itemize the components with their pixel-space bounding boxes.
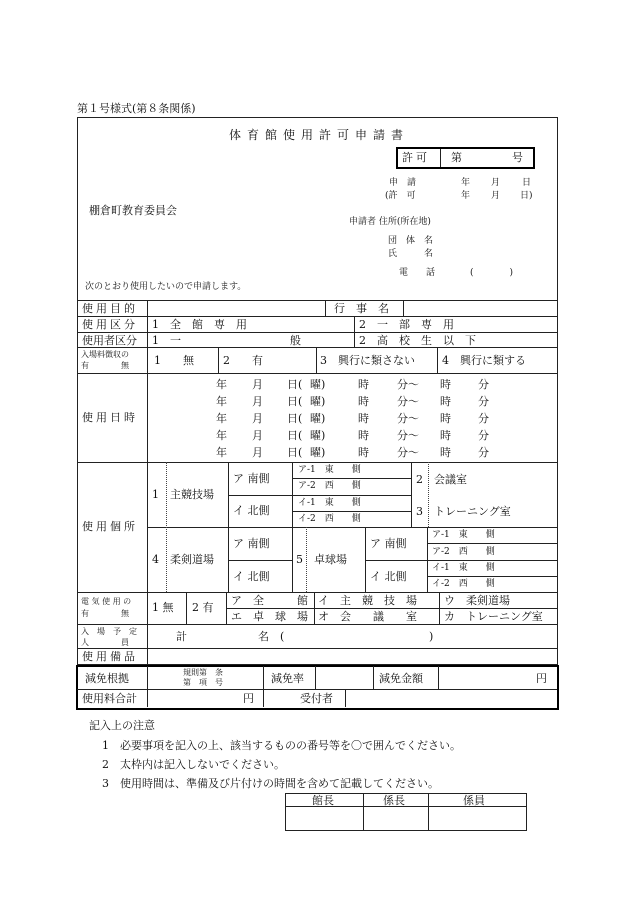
dt-hour2: 時 <box>440 412 451 425</box>
elec-a[interactable]: ア 全 館 <box>231 594 308 607</box>
place-training-room[interactable]: 3 トレーニング室 <box>416 505 511 518</box>
fee-option-1[interactable]: 1 無 <box>154 354 194 367</box>
place-i1[interactable]: イ-1 東 側 <box>298 498 361 508</box>
user-class-option-1-tail: 般 <box>290 334 301 347</box>
attendance-label-line1: 入 場 予 定 <box>81 627 137 636</box>
exempt-rate-label: 減免率 <box>271 672 304 685</box>
purpose-field[interactable] <box>150 302 322 314</box>
note-item-2: 2 太枠内は記入しないでください。 <box>102 758 285 771</box>
dt-day: 日( <box>287 378 303 391</box>
equipment-label: 使用備品 <box>82 650 138 663</box>
dt-dow: 曜) <box>310 446 326 459</box>
dt-min2: 分 <box>478 378 489 391</box>
dt-hour: 時 <box>358 429 369 442</box>
apply-day: 日 <box>522 178 532 188</box>
equipment-field[interactable] <box>150 650 554 662</box>
attendance-name-label: 名 ( <box>258 630 285 643</box>
place-meeting-room[interactable]: 2 会議室 <box>416 473 467 486</box>
place-tt-north[interactable]: イ 北側 <box>370 570 407 583</box>
total-fee-label: 使用料合計 <box>82 692 137 705</box>
permit-date-label: (許 可 <box>385 191 416 201</box>
intro-text: 次のとおり使用したいので申請します。 <box>85 282 247 292</box>
purpose-label: 使用目的 <box>82 302 138 315</box>
exempt-basis-label: 減免根拠 <box>85 672 129 685</box>
dt-hour: 時 <box>358 378 369 391</box>
dt-dow: 曜) <box>310 378 326 391</box>
dt-month: 月 <box>252 378 263 391</box>
dt-min2: 分 <box>478 429 489 442</box>
user-class-option-1[interactable]: 1 一 <box>152 334 181 347</box>
form-title: 体育館使用許可申請書 <box>229 128 410 142</box>
dt-hour2: 時 <box>440 378 451 391</box>
attendance-total-label: 計 <box>176 630 187 643</box>
dt-hour2: 時 <box>440 446 451 459</box>
place-main-south[interactable]: ア 南側 <box>233 472 270 485</box>
event-name-label: 行 事 名 <box>334 302 389 315</box>
division-option-1[interactable]: 1 全 館 専 用 <box>152 318 247 331</box>
elec-label-line2: 有 無 <box>81 609 129 618</box>
form-number: 第１号様式(第８条関係) <box>77 102 196 115</box>
attendance-close-paren: ) <box>429 630 434 643</box>
dt-min2: 分 <box>478 446 489 459</box>
dt-day: 日( <box>287 395 303 408</box>
place-a2[interactable]: ア-2 西 側 <box>298 481 361 491</box>
exempt-amount-yen: 円 <box>536 672 547 685</box>
dt-month: 月 <box>252 429 263 442</box>
dt-hour: 時 <box>358 412 369 425</box>
permit-day: 日) <box>520 191 533 201</box>
apply-month: 月 <box>491 178 501 188</box>
dt-min: 分～ <box>397 412 419 425</box>
place-main-north[interactable]: イ 北側 <box>233 504 270 517</box>
note-item-1: 1 必要事項を記入の上、該当するものの番号等を〇で囲んでください。 <box>102 739 461 752</box>
total-fee-yen: 円 <box>243 692 254 705</box>
fee-option-3[interactable]: 3 興行に類さない <box>320 354 415 367</box>
datetime-label: 使用日時 <box>82 411 138 424</box>
fee-label-line2: 有 無 <box>81 361 129 370</box>
dt-hour2: 時 <box>440 395 451 408</box>
place-judo-hall[interactable]: 4 柔剣道場 <box>152 553 214 566</box>
place-judo-south[interactable]: ア 南側 <box>233 537 270 550</box>
group-name-label: 団 体 名 <box>388 236 434 246</box>
event-name-field[interactable] <box>406 302 554 314</box>
dt-year: 年 <box>216 412 227 425</box>
dt-year: 年 <box>216 446 227 459</box>
dt-dow: 曜) <box>310 395 326 408</box>
dt-hour: 時 <box>358 395 369 408</box>
elec-o[interactable]: オ 会 議 室 <box>318 610 417 623</box>
place-label: 使用個所 <box>82 520 138 533</box>
elec-label-line1: 電 気 使 用 の <box>81 597 132 606</box>
place-a1[interactable]: ア-1 東 側 <box>298 465 361 475</box>
exempt-rule-line2: 第 項 号 <box>183 678 223 687</box>
notes-heading: 記入上の注意 <box>89 719 155 732</box>
division-option-2[interactable]: 2 一 部 専 用 <box>359 318 454 331</box>
dt-day: 日( <box>287 429 303 442</box>
recipient: 棚倉町教育委員会 <box>89 204 177 217</box>
place-tt-south[interactable]: ア 南側 <box>370 537 407 550</box>
fee-option-4[interactable]: 4 興行に類する <box>442 354 526 367</box>
dt-min: 分～ <box>397 395 419 408</box>
dt-year: 年 <box>216 395 227 408</box>
exempt-rule-line1: 規則第 条 <box>183 668 223 677</box>
dt-month: 月 <box>252 412 263 425</box>
dt-year: 年 <box>216 378 227 391</box>
elec-e[interactable]: エ 卓 球 場 <box>231 610 308 623</box>
dt-day: 日( <box>287 412 303 425</box>
exempt-amount-label: 減免金額 <box>379 672 423 685</box>
applicant-name-label: 氏 名 <box>388 249 434 259</box>
dt-min: 分～ <box>397 429 419 442</box>
fee-label-line1: 入場料徴収の <box>81 350 129 359</box>
stamp-staff: 係員 <box>463 794 485 807</box>
user-class-option-2[interactable]: 2 高 校 生 以 下 <box>359 334 476 347</box>
division-label: 使用区分 <box>82 318 138 331</box>
fee-option-2[interactable]: 2 有 <box>223 354 263 367</box>
elec-option-no[interactable]: 1 無 <box>152 601 174 614</box>
stamp-chief: 係長 <box>383 794 405 807</box>
dt-min: 分～ <box>397 446 419 459</box>
dt-month: 月 <box>252 395 263 408</box>
place-main-arena[interactable]: 1 主競技場 <box>152 488 214 501</box>
permit-month: 月 <box>491 191 501 201</box>
dt-hour: 時 <box>358 446 369 459</box>
place-tt-hall[interactable]: 5 卓球場 <box>296 553 347 566</box>
apply-year: 年 <box>461 178 471 188</box>
place-i2[interactable]: イ-2 西 側 <box>298 514 361 524</box>
stamp-director: 館長 <box>312 794 334 807</box>
place-tt-a1[interactable]: ア-1 東 側 <box>432 530 495 540</box>
place-judo-north[interactable]: イ 北側 <box>233 570 270 583</box>
phone-label: 電 話 <box>399 268 436 278</box>
dt-hour2: 時 <box>440 429 451 442</box>
elec-ka[interactable]: カ トレーニング室 <box>444 610 543 623</box>
user-class-label: 使用者区分 <box>82 334 137 347</box>
place-tt-a2[interactable]: ア-2 西 側 <box>432 547 495 557</box>
dt-month: 月 <box>252 446 263 459</box>
dt-day: 日( <box>287 446 303 459</box>
elec-option-yes[interactable]: 2 有 <box>192 601 214 614</box>
dt-year: 年 <box>216 429 227 442</box>
elec-u[interactable]: ウ 柔剣道場 <box>444 594 510 607</box>
phone-paren: ( ) <box>470 268 514 278</box>
applicant-address-label: 申請者 住所(所在地) <box>349 217 431 227</box>
attendance-label-line2: 人 員 <box>81 638 129 647</box>
dt-dow: 曜) <box>310 412 326 425</box>
permit-go: 号 <box>512 151 523 164</box>
apply-date-label: 申 請 <box>389 178 417 188</box>
elec-i[interactable]: イ 主 競 技 場 <box>318 594 417 607</box>
permit-year: 年 <box>461 191 471 201</box>
receiver-label: 受付者 <box>300 692 333 705</box>
dt-dow: 曜) <box>310 429 326 442</box>
permit-dai: 第 <box>451 151 462 164</box>
place-tt-i2[interactable]: イ-2 西 側 <box>432 579 495 589</box>
dt-min: 分～ <box>397 378 419 391</box>
dt-min2: 分 <box>478 412 489 425</box>
place-tt-i1[interactable]: イ-1 東 側 <box>432 563 495 573</box>
note-item-3: 3 使用時間は、準備及び片付けの時間を含めて記載してください。 <box>102 777 439 790</box>
permit-label: 許可 <box>402 151 430 164</box>
dt-min2: 分 <box>478 395 489 408</box>
